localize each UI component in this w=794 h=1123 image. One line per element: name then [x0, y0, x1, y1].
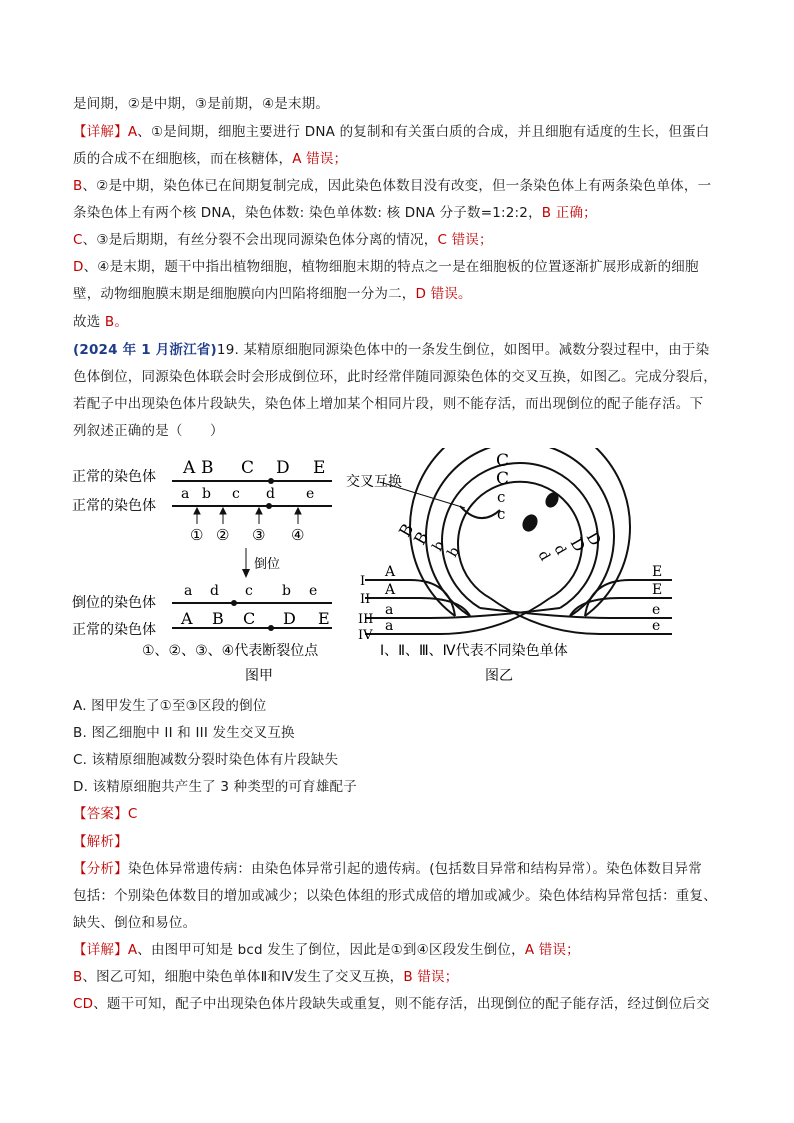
text-line	[73, 231, 493, 249]
option-letter: C	[73, 232, 83, 248]
option-d	[73, 778, 357, 796]
text-line	[73, 95, 329, 113]
option-text: B. 图乙细胞中 II 和 III 发生交叉互换	[73, 725, 295, 741]
crossover-loop	[460, 506, 500, 518]
detail-tag: 【详解】	[73, 942, 128, 958]
label-normal-1: 正常的染色体	[72, 469, 156, 485]
line-text: 、①是间期，细胞主要进行 DNA 的复制和有关蛋白质的合成，并且细胞有适度的生长，但蛋白	[137, 124, 710, 140]
line-text: 包括：个别染色体数目的增加或减少；以染色体组的形式成倍的增加或减少。染色体结构异常包括：重复、	[73, 888, 717, 904]
question-line	[73, 422, 224, 440]
chromatid-label: II	[360, 592, 371, 607]
text-line	[73, 258, 699, 276]
line-text: 19. 某精原细胞同源染色体中的一条发生倒位，如图甲。减数分裂过程中，由于染	[216, 342, 710, 358]
text-line	[73, 860, 702, 878]
gene-label: e	[309, 583, 318, 599]
line-text: 、由图甲可知是 bcd 发生了倒位，因此是①到④区段发生倒位，	[137, 942, 525, 958]
verdict: C 错误；	[437, 232, 493, 248]
label-inverted: 倒位的染色体	[72, 595, 156, 611]
gene-label: a	[385, 618, 394, 634]
analysis-sub-tag: 【分析】	[73, 861, 128, 877]
breakpoint-3: ③	[252, 526, 266, 544]
text-line	[73, 968, 458, 986]
gene-label: B	[395, 520, 418, 540]
gene-label: c	[232, 486, 240, 502]
gene-label: E	[313, 458, 326, 478]
gene-label: E	[318, 609, 330, 628]
gene-label: E	[652, 582, 663, 598]
answer-tag: 【答案】	[73, 806, 128, 822]
text-line	[73, 313, 128, 331]
verdict: A 错误；	[292, 151, 348, 167]
gene-label: B	[410, 528, 433, 548]
chromatid-arc	[458, 482, 582, 598]
line-text: 、④是末期，题干中指出植物细胞，植物细胞末期的特点之一是在细胞板的位置逐渐扩展形成新的细胞	[83, 259, 699, 275]
centromere	[543, 490, 561, 510]
chromatid-label: IV	[358, 628, 373, 643]
text-line	[73, 123, 709, 141]
text-line	[73, 177, 711, 195]
line-text: 、题干可知，配子中出现染色体片段缺失或重复，则不能存活，出现倒位的配子能存活，经过倒位后交	[93, 996, 710, 1012]
line-text: 质的合成不在细胞核，而在核糖体，	[73, 151, 293, 167]
breakpoint-2: ②	[216, 526, 230, 544]
option-text: C. 该精原细胞减数分裂时染色体有片段缺失	[73, 752, 339, 768]
gene-label: B	[212, 609, 224, 628]
line-text: 壁，动物细胞膜末期是细胞膜向内凹陷将细胞一分为二，	[73, 286, 416, 302]
centromere	[268, 625, 274, 631]
chromatid-arc	[426, 448, 614, 616]
title-yi: 图乙	[485, 668, 513, 684]
gene-label: a	[181, 486, 190, 502]
text-line	[73, 285, 472, 303]
option-letter: A	[127, 124, 138, 140]
text-line	[73, 995, 710, 1013]
analysis-heading	[73, 833, 128, 851]
text-line	[73, 887, 717, 905]
verdict: B。	[104, 314, 129, 330]
gene-label: d	[266, 486, 275, 502]
line-text: 、③是后期期，有丝分裂不会出现同源染色体分离的情况，	[82, 232, 438, 248]
gene-label: e	[306, 486, 315, 502]
verdict: A 错误；	[524, 942, 580, 958]
question-source: (2024 年 1 月浙江省)	[73, 342, 217, 358]
text-line	[73, 150, 347, 168]
gene-label: D	[566, 534, 590, 556]
gene-label: c	[497, 505, 506, 523]
arrowhead-icon	[242, 569, 250, 578]
gene-label: A	[385, 582, 396, 598]
answer-line	[73, 805, 137, 823]
option-text: A. 图甲发生了①至③区段的倒位	[73, 698, 267, 714]
centromere	[268, 478, 274, 484]
title-jia: 图甲	[245, 668, 273, 684]
crossover-label: 交叉互换	[346, 474, 402, 490]
option-letter: CD	[73, 996, 94, 1012]
gene-label: D	[276, 458, 290, 478]
gene-label: C	[496, 451, 510, 471]
option-letter: B	[73, 969, 83, 985]
gene-label: B	[201, 458, 214, 478]
option-a	[73, 697, 267, 715]
gene-label: D	[283, 609, 296, 628]
note-jia: ①、②、③、④代表断裂位点	[142, 643, 319, 659]
text-line	[73, 204, 597, 222]
label-normal-3: 正常的染色体	[72, 622, 156, 638]
breakpoint-4: ④	[291, 526, 305, 544]
option-letter: A	[127, 942, 138, 958]
question-line	[73, 341, 709, 359]
gene-label: b	[202, 486, 211, 502]
yi-labels	[346, 451, 662, 684]
inversion-label: 倒位	[254, 557, 281, 572]
gene-label: b	[429, 538, 448, 554]
gene-label: A	[181, 609, 193, 628]
gene-label: b	[444, 544, 463, 560]
breakpoint-arrows	[194, 508, 301, 524]
text-line	[73, 914, 196, 932]
question-line	[73, 368, 717, 386]
line-text: 条染色体上有两个核 DNA，染色体数: 染色单体数: 核 DNA 分子数=1:2:2，	[73, 205, 542, 221]
breakpoint-1: ①	[190, 526, 204, 544]
chromosome-figure	[60, 448, 700, 686]
line-text: 、图乙可知，细胞中染色单体Ⅱ和Ⅳ发生了交叉互换，	[82, 969, 404, 985]
centromere	[519, 512, 540, 535]
option-c	[73, 751, 338, 769]
gene-label: d	[534, 548, 553, 564]
verdict: B 正确；	[541, 205, 597, 221]
option-text: D. 该精原细胞共产生了 3 种类型的可育雄配子	[73, 779, 357, 795]
chromatid-arc	[442, 463, 598, 608]
line-text: 缺失、倒位和易位。	[73, 915, 197, 931]
text-line	[73, 941, 580, 959]
figure-jia	[72, 458, 332, 684]
verdict: D 错误。	[415, 286, 472, 302]
centromere	[266, 503, 272, 509]
gene-label: C	[241, 458, 255, 478]
line-text: 故选	[73, 314, 105, 330]
line-text: 染色体异常遗传病：由染色体异常引起的遗传病。(包括数目异常和结构异常）。染色体数目异常	[127, 861, 702, 877]
gene-label: a	[385, 602, 394, 618]
line-text: 是间期，②是中期，③是前期，④是末期。	[73, 96, 330, 112]
gene-label: b	[282, 583, 291, 599]
verdict: B 错误；	[403, 969, 459, 985]
gene-label: C	[496, 469, 510, 489]
gene-label: e	[652, 602, 661, 618]
option-b	[73, 724, 295, 742]
gene-label: C	[243, 609, 256, 628]
note-yi: Ⅰ、Ⅱ、Ⅲ、Ⅳ代表不同染色单体	[380, 643, 568, 659]
label-normal-2: 正常的染色体	[72, 498, 156, 514]
line-text: 列叙述正确的是（ ）	[73, 423, 224, 439]
line-text: 、②是中期，染色体已在间期复制完成，因此染色体数目没有改变，但一条染色体上有两条染色单体，一	[82, 178, 712, 194]
question-line	[73, 395, 703, 413]
line-text: 色体倒位，同源染色体联会时会形成倒位环，此时经常伴随同源染色体的交叉互换，如图乙。完成分裂后，	[73, 369, 717, 385]
gene-label: c	[245, 583, 253, 599]
gene-label: d	[550, 542, 569, 558]
gene-label: a	[184, 583, 193, 599]
figure-yi	[365, 448, 672, 634]
chromatid-label: I	[360, 574, 366, 589]
gene-label: e	[652, 618, 661, 634]
gene-label: d	[210, 583, 219, 599]
gene-label: A	[183, 458, 196, 478]
gene-label: c	[497, 488, 506, 506]
line-text: 若配子中出现染色体片段缺失，染色体上增加某个相同片段，则不能存活，而出现倒位的配子能存活。下	[73, 396, 704, 412]
gene-label: E	[652, 564, 663, 580]
centromere	[231, 600, 237, 606]
chromatid-label: III	[358, 612, 374, 627]
option-letter: B	[73, 178, 83, 194]
analysis-tag: 【解析】	[73, 834, 128, 850]
gene-label: D	[582, 528, 606, 550]
gene-label: A	[385, 564, 396, 580]
option-letter: D	[73, 259, 84, 275]
detail-tag: 【详解】	[73, 124, 128, 140]
answer-value: C	[127, 806, 138, 822]
chromatid-tail	[490, 598, 672, 634]
